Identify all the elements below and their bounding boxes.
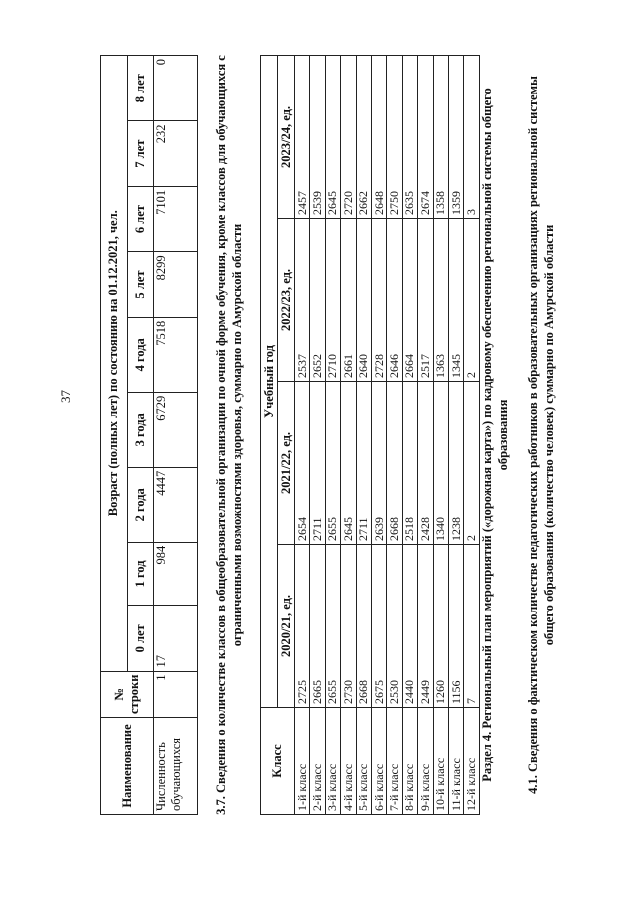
- age-value: 17: [154, 606, 198, 671]
- class-count: 1359: [448, 56, 463, 219]
- age-value: 8299: [154, 252, 198, 317]
- class-count: 2537: [295, 219, 310, 382]
- class-count: 2711: [310, 382, 325, 545]
- year-header: 2022/23, ед.: [278, 219, 295, 382]
- age-value: 6729: [154, 392, 198, 467]
- page-number: 37: [58, 390, 73, 403]
- class-count: 1358: [433, 56, 448, 219]
- table-row: [464, 56, 479, 815]
- table-row: [387, 56, 402, 815]
- rotated-page-content: [100, 55, 570, 815]
- table-row: [310, 56, 325, 815]
- age-header: 1 год: [127, 542, 154, 605]
- age-value: 4447: [154, 467, 198, 542]
- age-value: 0: [154, 56, 198, 121]
- class-count: 2645: [325, 56, 340, 219]
- class-label: 8-й класс: [402, 708, 417, 815]
- class-count: 2654: [295, 382, 310, 545]
- year-header: 2020/21, ед.: [278, 545, 295, 708]
- age-value: 7101: [154, 186, 198, 251]
- class-count: 2674: [418, 56, 433, 219]
- class-count: 2: [464, 382, 479, 545]
- class-count: 2655: [325, 382, 340, 545]
- class-count: 2530: [387, 545, 402, 708]
- year-header: 2021/22, ед.: [278, 382, 295, 545]
- table-row: [341, 56, 356, 815]
- class-count: 2655: [325, 545, 340, 708]
- age-header: 0 лет: [127, 606, 154, 671]
- class-label: 10-й класс: [433, 708, 448, 815]
- class-label: 4-й класс: [341, 708, 356, 815]
- table-row: [402, 56, 417, 815]
- class-count: 2635: [402, 56, 417, 219]
- class-count: 2639: [371, 382, 386, 545]
- class-label: 5-й класс: [356, 708, 371, 815]
- class-count: 2457: [295, 56, 310, 219]
- class-count: 2640: [356, 219, 371, 382]
- class-count: 2652: [310, 219, 325, 382]
- class-count: 2428: [418, 382, 433, 545]
- table-row: [295, 56, 310, 815]
- class-count: 2710: [325, 219, 340, 382]
- class-label: 6-й класс: [371, 708, 386, 815]
- class-count: 2440: [402, 545, 417, 708]
- table-row: [325, 56, 340, 815]
- class-count: 7: [464, 545, 479, 708]
- row-name: Численность обучающихся: [154, 718, 198, 815]
- class-count: 2648: [371, 56, 386, 219]
- age-header: 8 лет: [127, 56, 154, 121]
- class-count: 2668: [356, 545, 371, 708]
- age-table: [100, 55, 198, 815]
- col-num-header: № строки: [101, 671, 154, 717]
- class-count: 2518: [402, 382, 417, 545]
- class-count: 2664: [402, 219, 417, 382]
- classes-table: [260, 55, 480, 815]
- section-4-1-heading: 4.1. Сведения о фактическом количестве педагогических работников в образовательных организациях региональной системы общего образования (количество человек) суммарно по Амурской области: [526, 76, 556, 794]
- class-count: 2661: [341, 219, 356, 382]
- class-count: 2645: [341, 382, 356, 545]
- class-label: 7-й класс: [387, 708, 402, 815]
- class-label: 3-й класс: [325, 708, 340, 815]
- class-count: 2725: [295, 545, 310, 708]
- table-row: [371, 56, 386, 815]
- col-name-header: Наименование: [101, 718, 154, 815]
- section-4-heading: Раздел 4. Региональный план мероприятий («дорожная карта») по кадровому обеспечению региональной системы общего образования: [480, 88, 510, 782]
- class-label: 11-й класс: [448, 708, 463, 815]
- age-header: 3 года: [127, 392, 154, 467]
- age-header: 5 лет: [127, 252, 154, 317]
- table-row: [418, 56, 433, 815]
- class-count: 2728: [371, 219, 386, 382]
- table-row: [433, 56, 448, 815]
- age-header: 2 года: [127, 467, 154, 542]
- class-count: 2539: [310, 56, 325, 219]
- class-label: 1-й класс: [295, 708, 310, 815]
- age-value: 232: [154, 121, 198, 186]
- table-row: [356, 56, 371, 815]
- section-3-7-heading: 3.7. Сведения о количестве классов в общеобразовательной организации по очной форме обучения, кроме классов для обучающихся с ограниченными возможностями здоровья, суммарно по Амурской области: [214, 55, 244, 815]
- class-count: 2449: [418, 545, 433, 708]
- class-count: 2730: [341, 545, 356, 708]
- class-count: 2: [464, 219, 479, 382]
- year-header: 2023/24, ед.: [278, 56, 295, 219]
- class-count: 2662: [356, 56, 371, 219]
- age-header: 7 лет: [127, 121, 154, 186]
- class-count: 1156: [448, 545, 463, 708]
- class-count: 2665: [310, 545, 325, 708]
- class-count: 3: [464, 56, 479, 219]
- age-value: 7518: [154, 317, 198, 392]
- age-value: 984: [154, 542, 198, 605]
- age-header: 4 года: [127, 317, 154, 392]
- class-count: 1363: [433, 219, 448, 382]
- class-count: 1340: [433, 382, 448, 545]
- class-count: 2720: [341, 56, 356, 219]
- class-count: 2750: [387, 56, 402, 219]
- table-row: [448, 56, 463, 815]
- age-header: 6 лет: [127, 186, 154, 251]
- row-num: 1: [154, 671, 198, 717]
- class-label: 2-й класс: [310, 708, 325, 815]
- class-count: 1260: [433, 545, 448, 708]
- class-label: 12-й класс: [464, 708, 479, 815]
- class-count: 1345: [448, 219, 463, 382]
- class-count: 1238: [448, 382, 463, 545]
- col-class-header: Класс: [261, 708, 295, 815]
- class-count: 2517: [418, 219, 433, 382]
- class-count: 2675: [371, 545, 386, 708]
- class-label: 9-й класс: [418, 708, 433, 815]
- age-group-header: Возраст (полных лет) по состоянию на 01.12.2021, чел.: [101, 56, 128, 672]
- class-count: 2646: [387, 219, 402, 382]
- col-year-header: Учебный год: [261, 56, 278, 708]
- class-count: 2668: [387, 382, 402, 545]
- class-count: 2711: [356, 382, 371, 545]
